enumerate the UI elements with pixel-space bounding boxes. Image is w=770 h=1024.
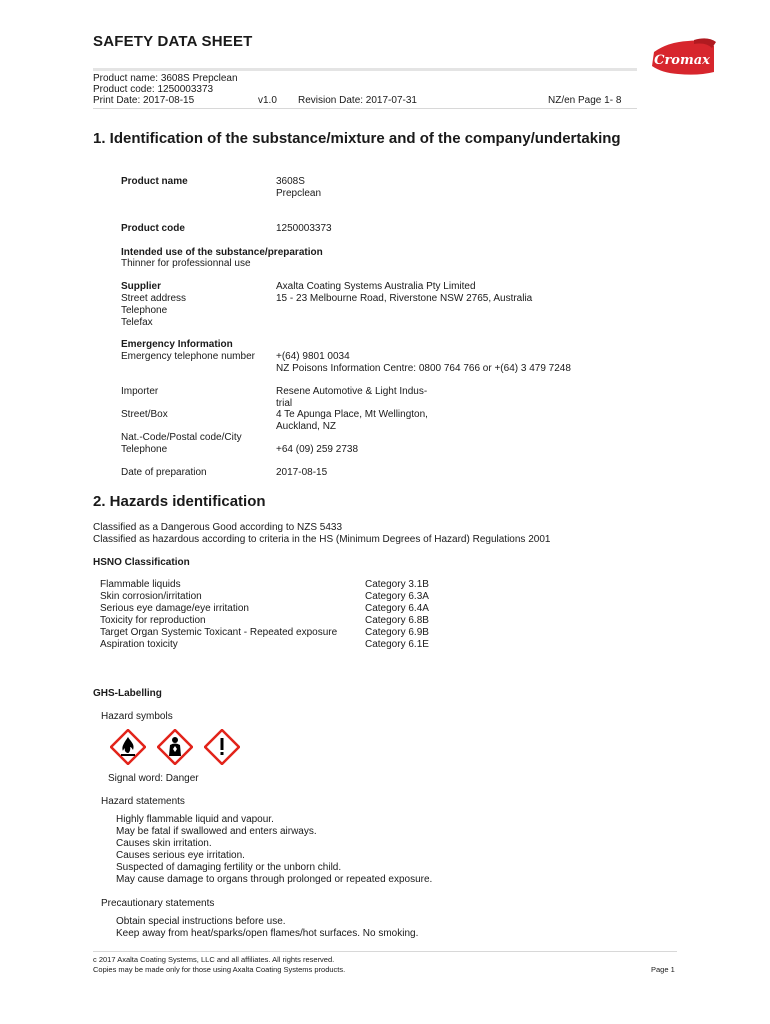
precautionary-statement: Keep away from heat/sparks/open flames/hot surfaces. No smoking. xyxy=(116,928,419,939)
street-box-value: 4 Te Apunga Place, Mt Wellington, Auckland, NZ xyxy=(276,409,428,432)
classified-dangerous-good: Classified as a Dangerous Good according to NZS 5433 xyxy=(93,522,343,533)
copyright: c 2017 Axalta Coating Systems, LLC and all affiliates. All rights reserved. xyxy=(93,955,335,964)
supplier-label: Supplier xyxy=(121,281,162,292)
hsno-category: Category 6.1E xyxy=(365,639,429,650)
street-box-label: Street/Box xyxy=(121,409,168,420)
product-code-label: Product code xyxy=(121,223,185,234)
hazard-statement: May cause damage to organs through prolonged or repeated exposure. xyxy=(116,874,433,885)
telephone-label: Telephone xyxy=(121,305,168,316)
flame-pictogram-icon xyxy=(110,729,146,770)
date-of-preparation-value: 2017-08-15 xyxy=(276,467,328,478)
hsno-hazard: Toxicity for reproduction xyxy=(100,615,206,626)
exclamation-pictogram-icon xyxy=(204,729,240,770)
date-of-preparation-label: Date of preparation xyxy=(121,467,207,478)
signal-word: Signal word: Danger xyxy=(108,773,199,784)
hsno-classification-heading: HSNO Classification xyxy=(93,557,190,568)
nat-code-label: Nat.-Code/Postal code/City xyxy=(121,432,242,443)
footer-rule xyxy=(93,951,677,952)
hsno-hazard: Target Organ Systemic Toxicant - Repeated exposure xyxy=(100,627,338,638)
precautionary-statements-list xyxy=(116,916,418,940)
emergency-info-label: Emergency Information xyxy=(121,339,233,350)
page-reference: NZ/en Page 1- 8 xyxy=(548,95,622,106)
hsno-category: Category 6.3A xyxy=(365,591,429,602)
intended-use-value: Thinner for professionnal use xyxy=(121,258,251,269)
poisons-centre: NZ Poisons Information Centre: 0800 764 766 or +(64) 3 479 7248 xyxy=(276,363,571,374)
section-2-heading: 2. Hazards identification xyxy=(93,493,266,510)
hsno-hazard: Flammable liquids xyxy=(100,579,181,590)
header-bottom-rule xyxy=(93,108,637,109)
version: v1.0 xyxy=(258,95,277,106)
header-rule xyxy=(93,68,637,71)
copies-notice: Copies may be made only for those using Axalta Coating Systems products. xyxy=(93,965,346,974)
hazard-statements-label: Hazard statements xyxy=(101,796,185,807)
product-name-line: Product name: 3608S Prepclean xyxy=(93,73,238,84)
product-name-label: Product name xyxy=(121,176,188,187)
intended-use-label: Intended use of the substance/preparation xyxy=(121,247,323,258)
cromax-logo xyxy=(648,36,718,80)
hazard-statement: Highly flammable liquid and vapour. xyxy=(116,814,274,825)
importer-value: Resene Automotive & Light Indus- trial xyxy=(276,386,428,409)
precautionary-statements-label: Precautionary statements xyxy=(101,898,215,909)
importer-label: Importer xyxy=(121,386,159,397)
telefax-label: Telefax xyxy=(121,317,153,328)
print-date: Print Date: 2017-08-15 xyxy=(93,95,195,106)
hsno-category-list xyxy=(365,579,429,651)
hazard-statements-list xyxy=(116,814,432,886)
product-code-line: Product code: 1250003373 xyxy=(93,84,214,95)
section-1-heading: 1. Identification of the substance/mixture and of the company/undertaking xyxy=(93,130,621,147)
hsno-hazard: Skin corrosion/irritation xyxy=(100,591,202,602)
emergency-phone-label: Emergency telephone number xyxy=(121,351,255,362)
hsno-hazard: Aspiration toxicity xyxy=(100,639,178,650)
importer-telephone-value: +64 (09) 259 2738 xyxy=(276,444,359,455)
importer-telephone-label: Telephone xyxy=(121,444,168,455)
hsno-category: Category 3.1B xyxy=(365,579,429,590)
street-address-value: 15 - 23 Melbourne Road, Riverstone NSW 2765, Australia xyxy=(276,293,533,304)
hsno-hazard-list xyxy=(100,579,337,651)
hazard-statement: Causes skin irritation. xyxy=(116,838,212,849)
product-name-value: 3608S Prepclean xyxy=(276,176,322,199)
precautionary-statement: Obtain special instructions before use. xyxy=(116,916,286,927)
product-code-value: 1250003373 xyxy=(276,223,332,234)
document-title: SAFETY DATA SHEET xyxy=(93,33,253,50)
supplier-value: Axalta Coating Systems Australia Pty Limited xyxy=(276,281,476,292)
hazard-symbols-label: Hazard symbols xyxy=(101,711,173,722)
revision-date: Revision Date: 2017-07-31 xyxy=(298,95,417,106)
emergency-phone-value: +(64) 9801 0034 xyxy=(276,351,350,362)
hsno-category: Category 6.8B xyxy=(365,615,429,626)
hazard-statement: Causes serious eye irritation. xyxy=(116,850,245,861)
page-number: Page 1 xyxy=(651,965,675,974)
hsno-category: Category 6.4A xyxy=(365,603,429,614)
street-address-label: Street address xyxy=(121,293,187,304)
hazard-statement: Suspected of damaging fertility or the unborn child. xyxy=(116,862,342,873)
classified-hazardous: Classified as hazardous according to criteria in the HS (Minimum Degrees of Hazard) Regulations 2001 xyxy=(93,534,551,545)
hazard-statement: May be fatal if swallowed and enters airways. xyxy=(116,826,317,837)
ghs-labelling-heading: GHS-Labelling xyxy=(93,688,162,699)
hsno-category: Category 6.9B xyxy=(365,627,429,638)
health-hazard-pictogram-icon xyxy=(157,729,193,770)
hsno-hazard: Serious eye damage/eye irritation xyxy=(100,603,249,614)
logo-text: Cromax xyxy=(654,53,710,68)
